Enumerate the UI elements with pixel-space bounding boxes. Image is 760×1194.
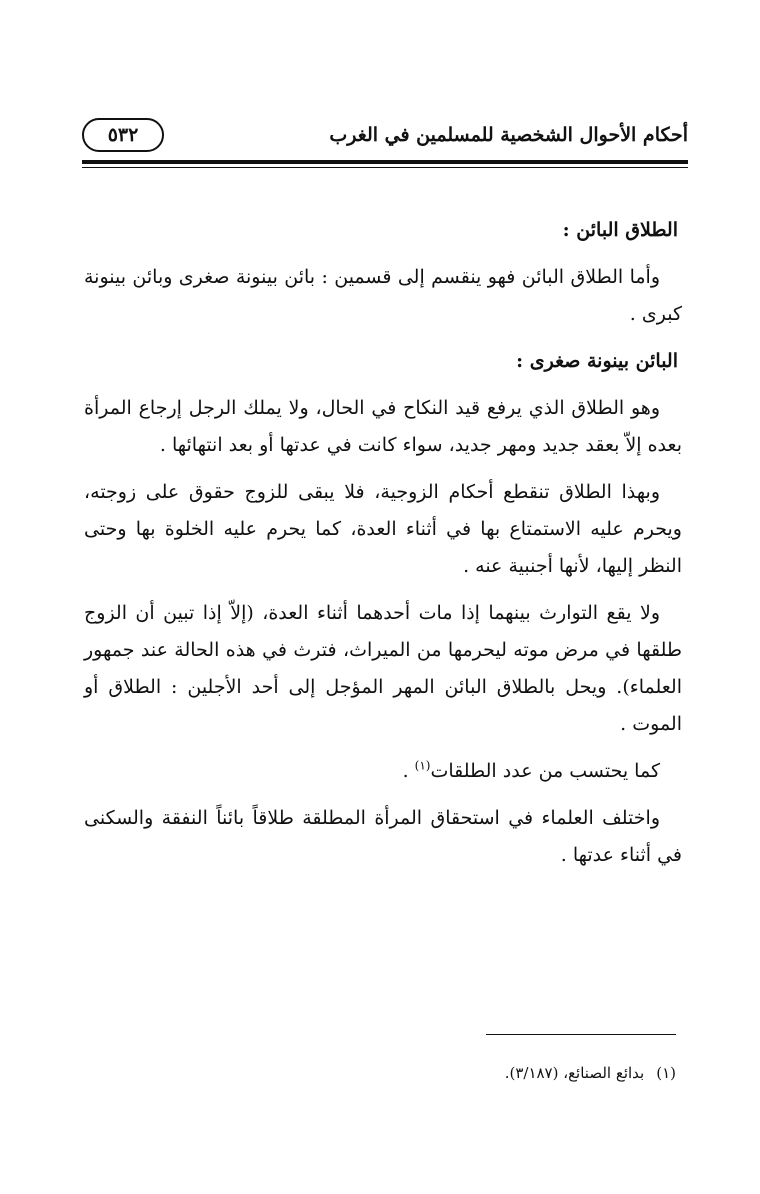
paragraph-6: واختلف العلماء في استحقاق المرأة المطلقة طلاقاً بائناً النفقة والسكنى في أثناء عدتها . [84, 807, 682, 866]
footnote-separator [486, 1034, 676, 1035]
paragraph-1: وأما الطلاق البائن فهو ينقسم إلى قسمين : بائن بينونة صغرى وبائن بينونة كبرى . [84, 266, 682, 325]
footnote-1 [505, 1064, 676, 1082]
header-rule-thick [82, 160, 688, 164]
paragraph-3: وبهذا الطلاق تنقطع أحكام الزوجية، فلا يبقى للزوج حقوق على زوجته، ويحرم عليه الاستمتاع بها في أثناء العدة، كما يحرم عليه الخلوة بها وحتى النظر إليها، لأنها أجنبية عنه . [84, 481, 682, 577]
page-header [82, 118, 688, 164]
footnote-text: بدائع الصنائع، (٣/١٨٧). [504, 1064, 645, 1082]
page-number-badge: ٥٣٢ [82, 118, 164, 152]
header-rule-thin [82, 167, 688, 168]
footnote-number: (١) [656, 1064, 676, 1082]
paragraph-4: ولا يقع التوارث بينهما إذا مات أحدهما أثناء العدة، (إلاّ إذا تبين أن الزوج طلقها في مرض موته ليحرمها من الميراث، فترث في هذه الحالة عند جمهور العلماء). ويحل بالطلاق البائن المهر المؤجل إلى أحد الأجلين : الطلاق أو الموت . [84, 602, 682, 735]
footnote-reference[interactable]: (١) [414, 758, 431, 773]
section-heading-bain: الطلاق البائن : [562, 219, 678, 241]
page-body [84, 212, 682, 884]
paragraph-5 [84, 753, 682, 790]
paragraph-5-text: كما يحتسب من عدد الطلقات [430, 760, 660, 782]
section-heading-bain-sughra: البائن بينونة صغرى : [516, 350, 678, 372]
running-title: أحكام الأحوال الشخصية للمسلمين في الغرب [329, 124, 688, 146]
paragraph-5-end: . [402, 760, 415, 782]
paragraph-2: وهو الطلاق الذي يرفع قيد النكاح في الحال، ولا يملك الرجل إرجاع المرأة بعده إلاّ بعقد جديد ومهر جديد، سواء كانت في عدتها أو بعد انتهائها . [84, 397, 682, 456]
